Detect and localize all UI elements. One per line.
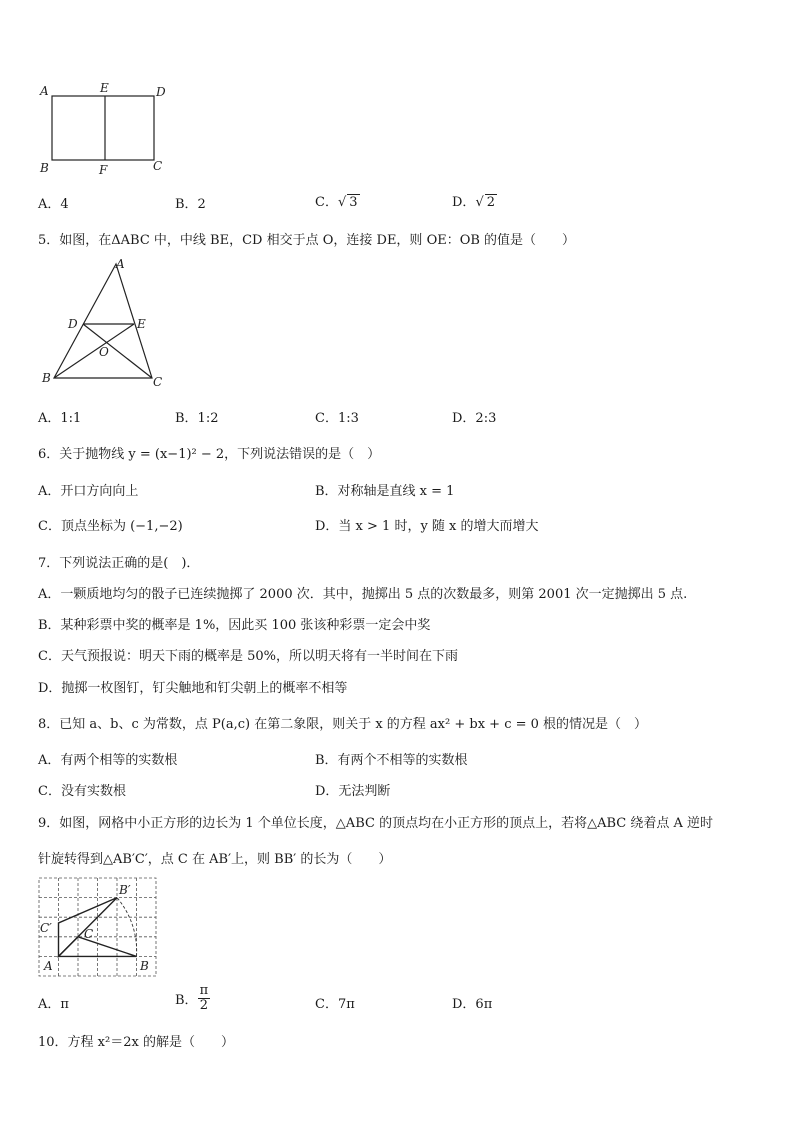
q5-option-c: C．1:3 [315, 411, 359, 426]
label-d: D [156, 85, 166, 99]
label-b: B [40, 161, 49, 175]
q10-stem: 10．方程 x²＝2x 的解是（ ） [38, 1035, 234, 1050]
q9-stem-line1: 9．如图，网格中小正方形的边长为 1 个单位长度，△ABC 的顶点均在小正方形的顶点上，若将△ABC 绕着点 A 逆时 [38, 816, 713, 831]
triangle-figure [40, 254, 170, 390]
q9-option-b-numerator: π [199, 983, 209, 998]
q4-option-b: B．2 [175, 197, 206, 212]
q4-option-a: A．4 [38, 197, 69, 212]
q5-option-b: B．1:2 [175, 411, 219, 426]
q9-option-b-prefix: B． [175, 993, 198, 1008]
q7-option-a: A．一颗质地均匀的骰子已连续抛掷了 2000 次．其中，抛掷出 5 点的次数最多，则第 2001 次一定抛掷出 5 点. [38, 587, 688, 602]
label-c-prime: C′ [40, 921, 52, 935]
q9-option-b [175, 984, 210, 1013]
label-e: E [137, 317, 146, 331]
q8-option-b: B．有两个不相等的实数根 [315, 753, 468, 768]
arc-bb1 [117, 898, 137, 957]
label-c: C [84, 927, 94, 941]
rectangle-figure [36, 78, 176, 178]
q6-option-b: B．对称轴是直线 x = 1 [315, 484, 455, 499]
q5-stem: 5．如图，在ΔABC 中，中线 BE，CD 相交于点 O，连接 DE，则 OE：OB 的值是（ ） [38, 233, 576, 248]
label-a: A [44, 959, 53, 973]
q4-option-d: D．√ 2 [452, 195, 496, 210]
label-b: B [42, 371, 51, 385]
q9-option-b-fraction [198, 984, 211, 1013]
label-b-prime: B′ [119, 883, 131, 897]
q6-stem: 6．关于抛物线 y = (x−1)² − 2，下列说法错误的是（ ） [38, 447, 381, 462]
q6-option-d: D．当 x > 1 时，y 随 x 的增大而增大 [315, 519, 539, 534]
q7-option-c: C．天气预报说：明天下雨的概率是 50%，所以明天将有一半时间在下雨 [38, 649, 458, 664]
q4-option-d-prefix: D． [452, 195, 476, 210]
q4-option-c: C．√ 3 [315, 195, 358, 210]
q7-option-b: B．某种彩票中奖的概率是 1%，因此买 100 张该种彩票一定会中奖 [38, 618, 431, 633]
rectangle-abcd [52, 96, 154, 160]
label-a: A [116, 257, 125, 271]
q4-option-c-prefix: C． [315, 195, 338, 210]
q5-option-d: D．2:3 [452, 411, 497, 426]
label-a: A [40, 84, 49, 98]
q6-option-c: C．顶点坐标为 (−1,−2) [38, 519, 183, 534]
q9-option-c: C．7π [315, 997, 355, 1012]
grid-figure [36, 874, 160, 978]
q8-option-a: A．有两个相等的实数根 [38, 753, 178, 768]
label-o: O [99, 345, 109, 359]
label-e: E [100, 81, 109, 95]
label-d: D [68, 317, 78, 331]
label-c: C [153, 159, 163, 173]
q7-stem: 7．下列说法正确的是( )． [38, 556, 200, 571]
q9-option-b-denominator: 2 [199, 998, 208, 1013]
q4-option-d-radicand: 2 [486, 195, 496, 210]
label-c: C [153, 375, 163, 389]
q9-option-a: A．π [38, 997, 69, 1012]
q8-option-d: D．无法判断 [315, 784, 391, 799]
label-f: F [99, 163, 108, 177]
q8-option-c: C．没有实数根 [38, 784, 126, 799]
label-b: B [140, 959, 149, 973]
q9-option-d: D．6π [452, 997, 493, 1012]
grid-lines [39, 878, 156, 976]
q6-option-a: A．开口方向向上 [38, 484, 139, 499]
q5-option-a: A．1:1 [38, 411, 82, 426]
q4-option-c-radicand: 3 [349, 195, 358, 210]
q8-stem: 8．已知 a、b、c 为常数，点 P(a,c) 在第二象限，则关于 x 的方程 ax² + bx + c = 0 根的情况是（ ） [38, 717, 648, 732]
q9-stem-line2: 针旋转得到△AB′C′，点 C 在 AB′上，则 BB′ 的长为（ ） [38, 852, 392, 867]
q7-option-d: D．抛掷一枚图钉，钉尖触地和钉尖朝上的概率不相等 [38, 681, 348, 696]
